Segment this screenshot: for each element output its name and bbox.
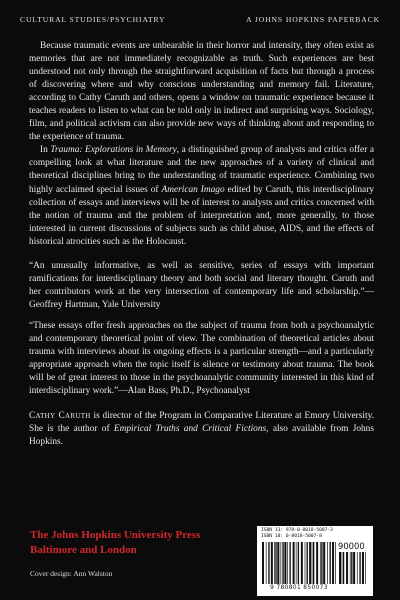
- bio-text-b: also available from Johns Hopkins.: [29, 424, 374, 448]
- barcode-bar: [307, 542, 308, 584]
- barcode-bar: [342, 552, 343, 584]
- category-label: CULTURAL STUDIES/PSYCHIATRY: [20, 15, 166, 24]
- publisher-name: The Johns Hopkins University Press: [30, 529, 201, 541]
- barcode-bar: [296, 542, 297, 584]
- barcode-bar: [335, 542, 336, 584]
- barcode-bar: [266, 542, 267, 584]
- barcode-bar: [289, 542, 290, 584]
- barcode-bar: [351, 552, 352, 584]
- barcode-bar: [309, 542, 311, 584]
- publisher-imprint: [30, 528, 200, 558]
- barcode-bar: [346, 552, 348, 584]
- barcode-bar: [298, 542, 299, 584]
- blurb-p2-prefix: In: [40, 145, 51, 156]
- author-bio: [29, 410, 374, 449]
- barcode-bar: [343, 552, 344, 584]
- barcode-bar: [271, 542, 273, 584]
- barcode-bar: [359, 552, 360, 584]
- barcode-bar: [330, 542, 331, 584]
- other-book-title: Empirical Truths and Critical Fictions,: [113, 424, 269, 435]
- bio-text-a: is director of the Program in Comparative Literature at Emory University. She is the author of: [29, 411, 374, 435]
- ean-barcode-graphic: [262, 542, 337, 584]
- barcode-bar: [353, 552, 355, 584]
- barcode-bar: [284, 542, 286, 584]
- cover-credit: Cover design: Ann Walston: [30, 569, 113, 578]
- isbn-13: ISBN 13: 978-0-8018-5007-3: [261, 528, 333, 533]
- header-line: [20, 15, 380, 24]
- barcode-bar: [332, 542, 334, 584]
- publisher-location: Baltimore and London: [30, 544, 137, 556]
- back-cover-text: [29, 40, 374, 449]
- barcode-bar: [357, 552, 358, 584]
- barcode-bar: [275, 542, 276, 584]
- barcode-bar: [312, 542, 313, 584]
- barcode-bar: [305, 542, 306, 584]
- barcode-bar: [320, 542, 321, 584]
- barcode-bar: [339, 552, 341, 584]
- barcode-bar: [316, 542, 318, 584]
- barcode-bar: [277, 542, 279, 584]
- barcode-bar: [274, 542, 275, 584]
- barcode-bar: [321, 542, 322, 584]
- barcode-bar: [262, 542, 264, 584]
- barcode-bar: [293, 542, 295, 584]
- barcode-bar: [287, 542, 288, 584]
- barcode-bar: [365, 552, 366, 584]
- addon-barcode-graphic: [339, 552, 367, 584]
- barcode-bar: [313, 542, 314, 584]
- barcode-bar: [362, 552, 364, 584]
- isbn-block: [261, 528, 333, 540]
- blurb-p2-suffix: edited by Caruth, this interdisciplinary collection of essays and interviews will be of interest to analysts and critics concerned with the notion of trauma and the problem of interpretation and, more generally, to those interested in current discussions of subjects such as child abuse, AIDS, and the effects of historical atrocities such as the Holocaust.: [29, 184, 374, 247]
- review-quote-bass: “These essays offer fresh approaches on the subject of trauma from both a psychoanalytic and contemporary theoretical point of view. The combination of theoretical articles about trauma with interviews about its ongoing effects is a particular strength—and a particularly appropriate approach when the topic itself is silence or testimony about trauma. The book will be of great interest to those in the psychoanalytic community interested in this kind of interdisciplinary work.”—Alan Bass, Ph.D., Psychoanalyst: [29, 320, 374, 397]
- review-quote-hartman: “An unusually informative, as well as sensitive, series of essays with important ramifications for interdisciplinary theory and both social and literary thought. Caruth and her contributors work at the very intersection of contemporary life and scholarship.”—Geoffrey Hartman, Yale University: [29, 260, 374, 310]
- price-code: 90000: [338, 541, 365, 551]
- barcode-bar: [301, 542, 303, 584]
- barcode-bar: [281, 542, 282, 584]
- blurb-paragraph-1: Because traumatic events are unbearable in their horror and intensity, they often exist as memories that are not immediately recognizable as truth. Such experiences are best understood not only through the straightforward acquisition of facts but through a process of discovering where and why conscious understanding and memory fail. Literature, according to Cathy Caruth and others, opens a window on traumatic experience because it teaches readers to listen to what can be told only in indirect and surprising ways. Sociology, film, and political activism can also provide new ways of thinking about and responding to the experience of trauma.: [29, 41, 374, 143]
- blurb-paragraph-2: [29, 144, 374, 248]
- barcode-bar: [350, 552, 351, 584]
- journal-title: American Imago: [161, 184, 225, 195]
- author-name: Cathy Caruth: [29, 411, 91, 422]
- series-label: A JOHNS HOPKINS PAPERBACK: [246, 15, 380, 24]
- barcode-bar: [323, 542, 325, 584]
- blurb-p2-mid: , a distinguished group of analysts and critics offer a compelling look at what literature and the new approaches of a variety of clinical and theoretical disciplines bring to the understanding of traumatic experience. Combining two highly acclaimed special issues of: [29, 145, 374, 195]
- ean-digits: 9 780801 850073: [270, 585, 328, 591]
- book-title: Trauma: Explorations in Memory: [50, 145, 177, 156]
- barcode-bar: [282, 542, 283, 584]
- barcode-bar: [268, 542, 269, 584]
- isbn-10: ISBN 10: 0-8018-5007-8: [261, 534, 322, 539]
- barcode-bar: [327, 542, 328, 584]
- barcode-label: [257, 526, 373, 596]
